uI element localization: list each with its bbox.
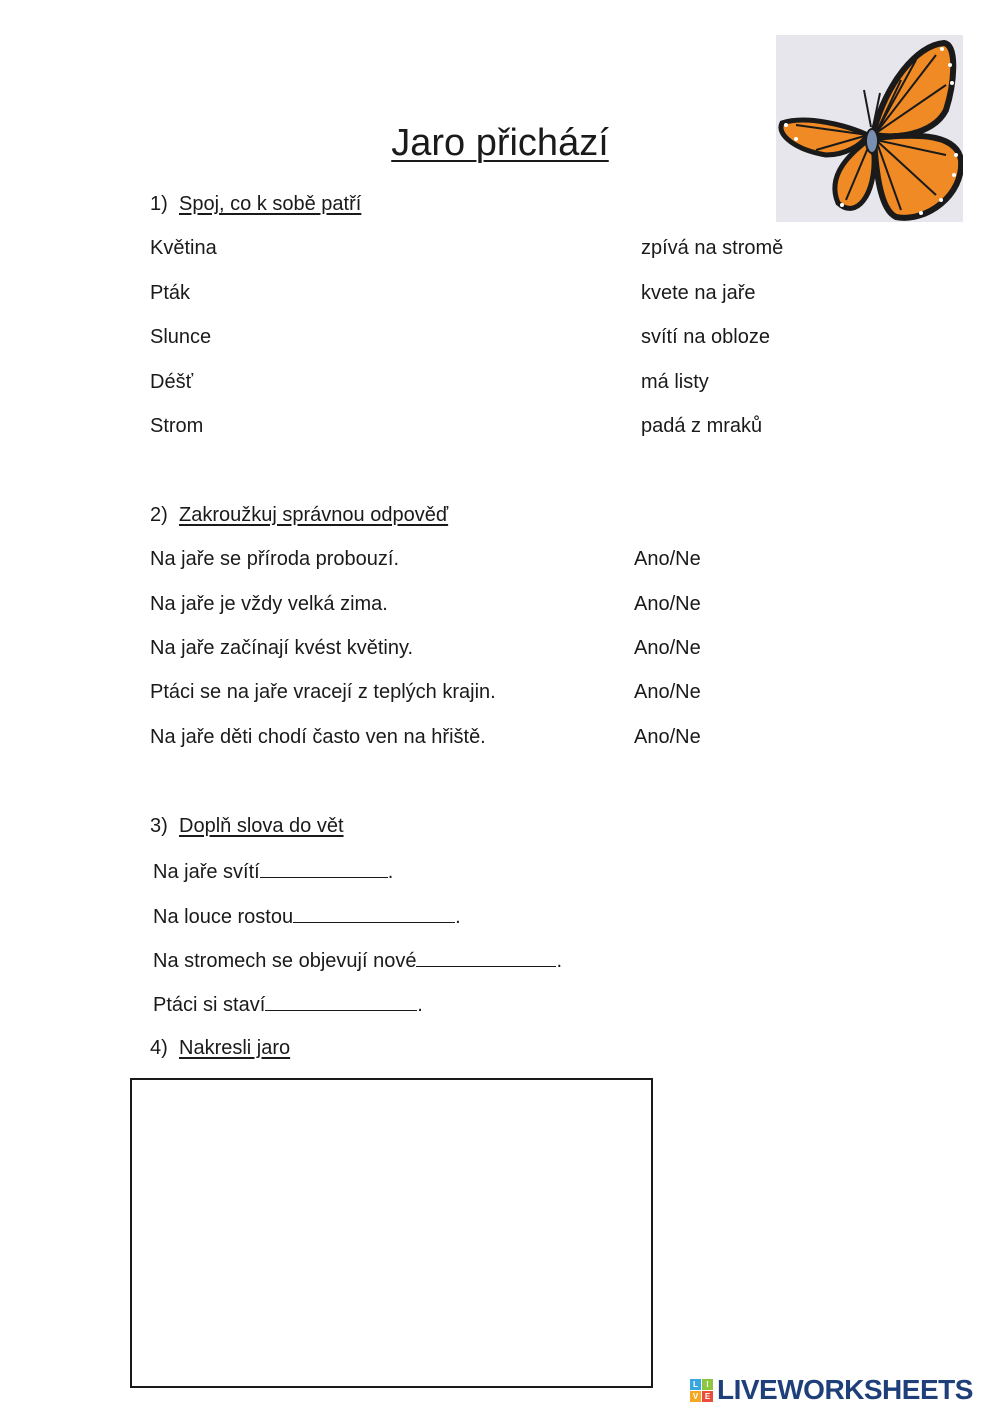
match-left-item[interactable]: Déšť: [150, 371, 194, 393]
section-title: Doplň slova do vět: [179, 815, 344, 837]
fill-sentence: [153, 992, 423, 1017]
section-1-heading: [150, 193, 361, 216]
statement-text: Na jaře začínají kvést květiny.: [150, 637, 414, 659]
match-left-item[interactable]: Strom: [150, 415, 204, 437]
fill-sentence: [153, 948, 562, 973]
statement-text: Na jaře je vždy velká zima.: [150, 593, 388, 615]
logo-mark-letter: I: [702, 1379, 713, 1390]
statement-text: Na jaře děti chodí často ven na hřiště.: [150, 726, 486, 748]
drawing-area[interactable]: [130, 1078, 653, 1388]
blank-input[interactable]: [265, 992, 417, 1011]
match-right-item[interactable]: svítí na obloze: [641, 326, 770, 348]
yes-no-choice[interactable]: Ano/Ne: [634, 548, 701, 570]
page-title: Jaro přichází: [391, 122, 609, 164]
sentence-end: .: [455, 906, 461, 928]
section-title: Zakroužkuj správnou odpověď: [179, 504, 449, 526]
match-left-item[interactable]: Slunce: [150, 326, 212, 348]
statement-text: Ptáci se na jaře vracejí z teplých krajin.: [150, 681, 496, 703]
sentence-text: Ptáci si staví: [153, 994, 266, 1016]
logo-mark-letter: E: [702, 1391, 713, 1402]
sentence-text: Na jaře svítí: [153, 861, 260, 883]
section-3-heading: [150, 815, 344, 838]
match-right-item[interactable]: má listy: [641, 371, 709, 393]
section-2-heading: [150, 504, 448, 527]
section-number: 2): [150, 504, 168, 526]
section-title: Spoj, co k sobě patří: [179, 193, 362, 215]
sentence-end: .: [387, 861, 394, 883]
section-title: Nakresli jaro: [179, 1037, 291, 1059]
yes-no-choice[interactable]: Ano/Ne: [634, 593, 701, 615]
match-right-item[interactable]: zpívá na stromě: [641, 237, 784, 259]
sentence-text: Na louce rostou: [153, 906, 294, 928]
yes-no-choice[interactable]: Ano/Ne: [634, 637, 701, 659]
watermark-text: LIVEWORKSHEETS: [717, 1374, 973, 1405]
yes-no-choice[interactable]: Ano/Ne: [634, 726, 701, 748]
match-right-item[interactable]: padá z mraků: [641, 415, 763, 437]
section-number: 4): [150, 1037, 168, 1059]
blank-input[interactable]: [260, 859, 388, 878]
match-left-item[interactable]: Květina: [150, 237, 217, 259]
liveworksheets-logo-icon: [690, 1379, 713, 1402]
match-right-item[interactable]: kvete na jaře: [641, 282, 756, 304]
fill-sentence: [153, 904, 461, 929]
match-left-item[interactable]: Pták: [150, 282, 191, 304]
section-number: 3): [150, 815, 168, 837]
blank-input[interactable]: [416, 948, 556, 967]
sentence-end: .: [556, 950, 563, 972]
logo-mark-letter: V: [690, 1391, 701, 1402]
statement-text: Na jaře se příroda probouzí.: [150, 548, 400, 570]
logo-mark-letter: L: [690, 1379, 701, 1390]
blank-input[interactable]: [293, 904, 455, 923]
sentence-end: .: [417, 994, 423, 1016]
yes-no-choice[interactable]: Ano/Ne: [634, 681, 701, 703]
section-4-heading: [150, 1037, 290, 1060]
fill-sentence: [153, 859, 393, 884]
sentence-text: Na stromech se objevují nové: [153, 950, 417, 972]
liveworksheets-logo: [690, 1373, 988, 1407]
section-number: 1): [150, 193, 168, 215]
